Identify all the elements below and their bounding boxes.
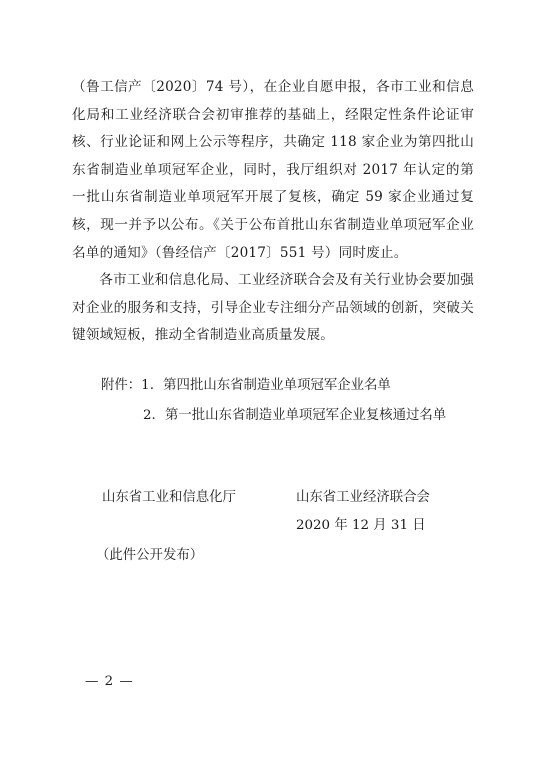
document-body [72, 74, 474, 350]
signature-org-right: 山东省工业经济联合会 [296, 490, 430, 505]
signature-org-left: 山东省工业和信息化厅 [102, 490, 236, 505]
attachment-label: 附件： [101, 378, 142, 393]
page-number: — 2 — [85, 674, 134, 689]
attachment-title: 第一批山东省制造业单项冠军企业复核通过名单 [165, 408, 447, 423]
attachment-number: 2. [143, 408, 156, 423]
attachment-number: 1. [141, 378, 154, 393]
attachment-item-1 [101, 371, 446, 401]
signature-date: 2020 年 12 月 31 日 [296, 518, 426, 533]
body-paragraph-1: （鲁工信产〔2020〕74 号），在企业自愿申报，各市工业和信息化局和工业经济联合会初审推荐的基础上，经限定性条件论证审核、行业论证和网上公示等程序，共确定 118 家企业为第四批山东省制造业单项冠军企业，同时，我厅组织对 2017 年认定的第一批山东省制造业单项冠军开展了复核，确定 59 家企业通过复核，现一并予以公布。《关于公布首批山东省制造业单项冠军企业名单的通知》（鲁经信产〔2017〕551 号）同时废止。 [72, 79, 474, 261]
attachment-title: 第四批山东省制造业单项冠军企业名单 [163, 378, 391, 393]
attachment-item-2 [101, 401, 446, 431]
body-paragraph-2: 各市工业和信息化局、工业经济联合会及有关行业协会要加强对企业的服务和支持，引导企业专注细分产品领域的创新，突破关键领域短板，推动全省制造业高质量发展。 [72, 272, 474, 344]
publish-note: （此件公开发布） [96, 548, 204, 563]
attachment-list [101, 371, 446, 431]
